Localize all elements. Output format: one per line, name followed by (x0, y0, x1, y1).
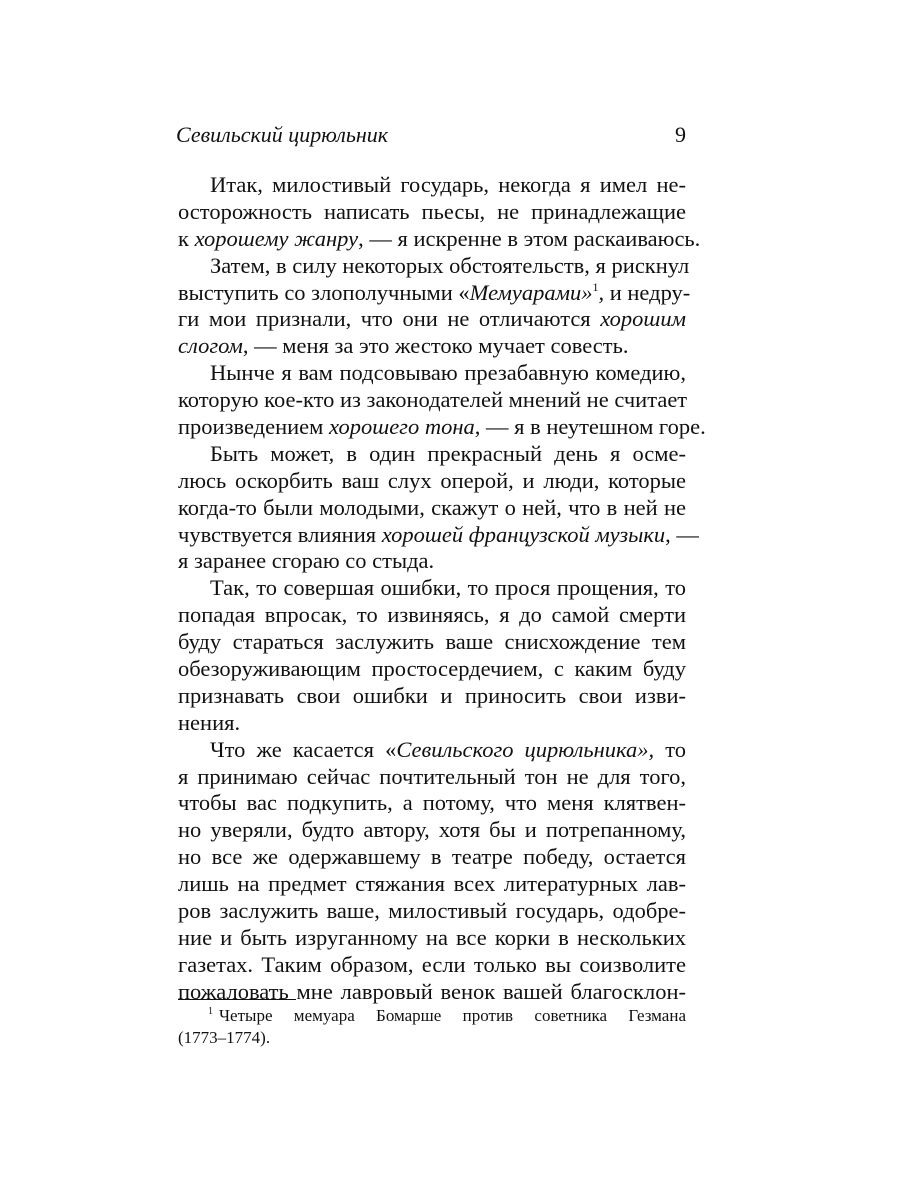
footnote-line (178, 1027, 686, 1049)
footnote-line (178, 1005, 686, 1027)
running-head (176, 120, 686, 150)
text-run: ние и быть изруганному на все корки в нескольких (178, 924, 686, 950)
text-run: , — я в неутешном горе. (474, 414, 706, 440)
paragraph (178, 575, 686, 736)
text-run: осторожность написать пьесы, не принадлежащие (178, 198, 686, 224)
text-run: Быть может, в один прекрасный день я осме- (210, 440, 686, 466)
text-line (178, 817, 686, 844)
text-line (178, 306, 686, 333)
text-line (178, 225, 701, 253)
page-number: 9 (675, 122, 686, 147)
text-line (178, 844, 686, 871)
text-line (178, 979, 686, 1006)
paragraph (178, 172, 701, 253)
italic-run: хорошему жанру (194, 225, 359, 251)
text-run: Итак, милостивый государь, некогда я имел не- (210, 172, 686, 197)
text-line (178, 683, 686, 710)
text-line (178, 656, 686, 683)
text-line (178, 790, 686, 817)
text-run: , — меня за это жестоко мучает совесть. (242, 333, 629, 359)
text-run: (1773–1774). (178, 1028, 271, 1047)
text-line (178, 252, 690, 280)
text-line (178, 737, 686, 764)
paragraph (178, 360, 706, 441)
text-run: Что же касается « (210, 736, 397, 762)
paragraph (178, 737, 686, 1006)
text-run: Четыре мемуара Бомарше против советника Гезмана (219, 1006, 686, 1025)
text-run: к (178, 225, 195, 251)
text-line (178, 441, 686, 468)
text-run: то (654, 736, 686, 762)
paragraph (178, 440, 699, 575)
italic-run: хорошим (600, 306, 686, 332)
text-line (178, 521, 699, 549)
text-line (178, 495, 686, 522)
text-run: газетах. Таким образом, если только вы соизволите (178, 951, 686, 977)
text-run: но все же одержавшему в театре победу, остается (178, 844, 686, 870)
text-run: я заранее сгораю со стыда. (178, 548, 435, 574)
text-run: Затем, в силу некоторых обстоятельств, я рискнул (210, 252, 690, 278)
text-line (178, 548, 686, 575)
text-line (178, 764, 686, 791)
text-run: ги мои признали, что они не отличаются (178, 306, 601, 332)
text-run: попадая впросак, то извиняясь, я до самой смерти (178, 602, 686, 628)
footnote-number: 1 (208, 1006, 213, 1017)
text-run: чувствуется влияния (178, 521, 382, 547)
text-run: выступить со злополучными « (178, 279, 470, 305)
text-line (178, 898, 686, 925)
text-run: нения. (178, 709, 241, 735)
text-run: но уверяли, будто автору, хотя бы и потрепанному, (178, 817, 686, 843)
text-run: люсь оскорбить ваш слух оперой, и люди, которые (178, 467, 686, 493)
text-line (178, 199, 686, 226)
text-run: буду стараться заслужить ваше снисхождение тем (178, 629, 686, 655)
text-run: пожаловать мне лавровый венок вашей благосклон- (178, 978, 686, 1004)
text-run: Так, то совершая ошибки, то прося прощения, то (210, 575, 686, 601)
text-run: которую кое-кто из законодателей мнений не считает (178, 387, 688, 413)
text-run: , — я искренне в этом раскаиваюсь. (358, 225, 701, 251)
text-run: Нынче я вам подсовываю презабавную комедию, (210, 360, 686, 386)
running-title: Севильский цирюльник (176, 122, 389, 147)
text-line (178, 279, 691, 307)
italic-run: , (598, 279, 605, 305)
text-line (178, 414, 706, 441)
text-line (178, 172, 686, 199)
footnote (178, 1005, 686, 1049)
text-run: я принимаю сейчас почтительный тон не для того, (178, 763, 686, 789)
text-line (178, 387, 686, 414)
text-run: чтобы вас подкупить, а потому, что меня клятвен- (178, 790, 686, 816)
italic-run: Мемуарами» (469, 279, 593, 305)
text-line (178, 629, 686, 656)
italic-run: слогом (178, 333, 243, 359)
text-run: произведением (178, 414, 330, 440)
text-run: лишь на предмет стяжания всех литературных лав- (178, 871, 686, 897)
text-run: , — (665, 521, 699, 547)
text-line (178, 602, 686, 629)
text-run: когда-то были молодыми, скажут о ней, что в ней не (178, 494, 686, 520)
text-line (178, 468, 686, 495)
text-run: признавать свои ошибки и приносить свои изви- (178, 682, 686, 708)
italic-run: хорошей французской музыки (381, 521, 666, 547)
paragraph (178, 252, 691, 361)
text-line (178, 360, 686, 387)
text-line (178, 952, 686, 979)
text-line (178, 925, 686, 952)
text-run: и недру- (604, 279, 691, 305)
italic-run: Севильского цирюльника», (396, 736, 655, 762)
text-line (178, 871, 686, 898)
footnote-marker[interactable]: 1 (592, 279, 599, 294)
text-line (178, 333, 686, 360)
text-run: обезоруживающим простосердечием, с каким буду (178, 656, 686, 682)
body-text (178, 172, 706, 1006)
text-line (178, 575, 686, 602)
text-line (178, 710, 686, 737)
italic-run: хорошего тона (329, 414, 475, 440)
text-run: ров заслужить ваше, милостивый государь, одобре- (178, 898, 686, 924)
footnote-divider (178, 999, 296, 1000)
